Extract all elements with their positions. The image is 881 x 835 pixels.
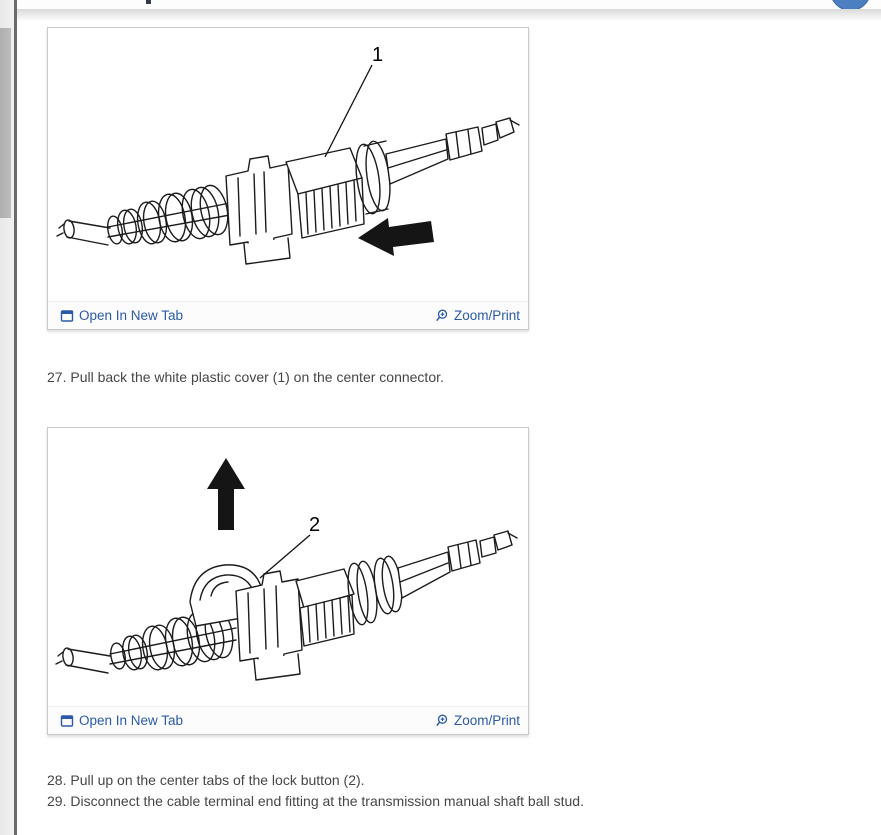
panel-divider bbox=[14, 0, 17, 835]
callout-label-1: 1 bbox=[372, 44, 384, 66]
figure-box-2 bbox=[47, 427, 529, 735]
scrollbar-thumb[interactable] bbox=[0, 28, 11, 218]
open-in-new-tab-label: Open In New Tab bbox=[79, 713, 184, 728]
left-scrollbar-track[interactable] bbox=[0, 0, 14, 835]
open-in-new-tab-icon bbox=[60, 714, 74, 728]
open-in-new-tab-link[interactable] bbox=[60, 713, 183, 728]
zoom-print-link[interactable] bbox=[435, 713, 520, 728]
left-arrow bbox=[358, 218, 434, 256]
open-in-new-tab-label: Open In New Tab bbox=[79, 308, 184, 323]
zoom-print-label: Zoom/Print bbox=[453, 713, 520, 728]
up-arrow bbox=[207, 458, 245, 530]
figure-1-illustration bbox=[48, 28, 528, 301]
toolbar-shadow bbox=[17, 9, 881, 24]
step-28-text: 28. Pull up on the center tabs of the lock button (2). bbox=[47, 772, 365, 788]
figure-2-footer bbox=[48, 706, 528, 734]
callout-leader-line bbox=[325, 65, 372, 157]
step-27-text: 27. Pull back the white plastic cover (1) on the center connector. bbox=[47, 369, 444, 385]
cable-connector-diagram-2 bbox=[48, 428, 528, 706]
zoom-print-label: Zoom/Print bbox=[453, 308, 520, 323]
figure-box-1 bbox=[47, 27, 529, 330]
figure-1-footer bbox=[48, 301, 528, 329]
toolbar-glyph bbox=[146, 0, 151, 4]
open-in-new-tab-link[interactable] bbox=[60, 308, 183, 323]
zoom-plus-icon bbox=[435, 309, 449, 323]
zoom-print-link[interactable] bbox=[435, 308, 520, 323]
zoom-plus-icon bbox=[435, 714, 449, 728]
step-29-text: 29. Disconnect the cable terminal end fitting at the transmission manual shaft ball stud. bbox=[47, 793, 584, 809]
cable-connector-diagram-1 bbox=[48, 28, 528, 301]
callout-label-2: 2 bbox=[309, 514, 321, 536]
figure-2-illustration bbox=[48, 428, 528, 706]
callout-leader-line bbox=[260, 535, 310, 578]
open-in-new-tab-icon bbox=[60, 309, 74, 323]
